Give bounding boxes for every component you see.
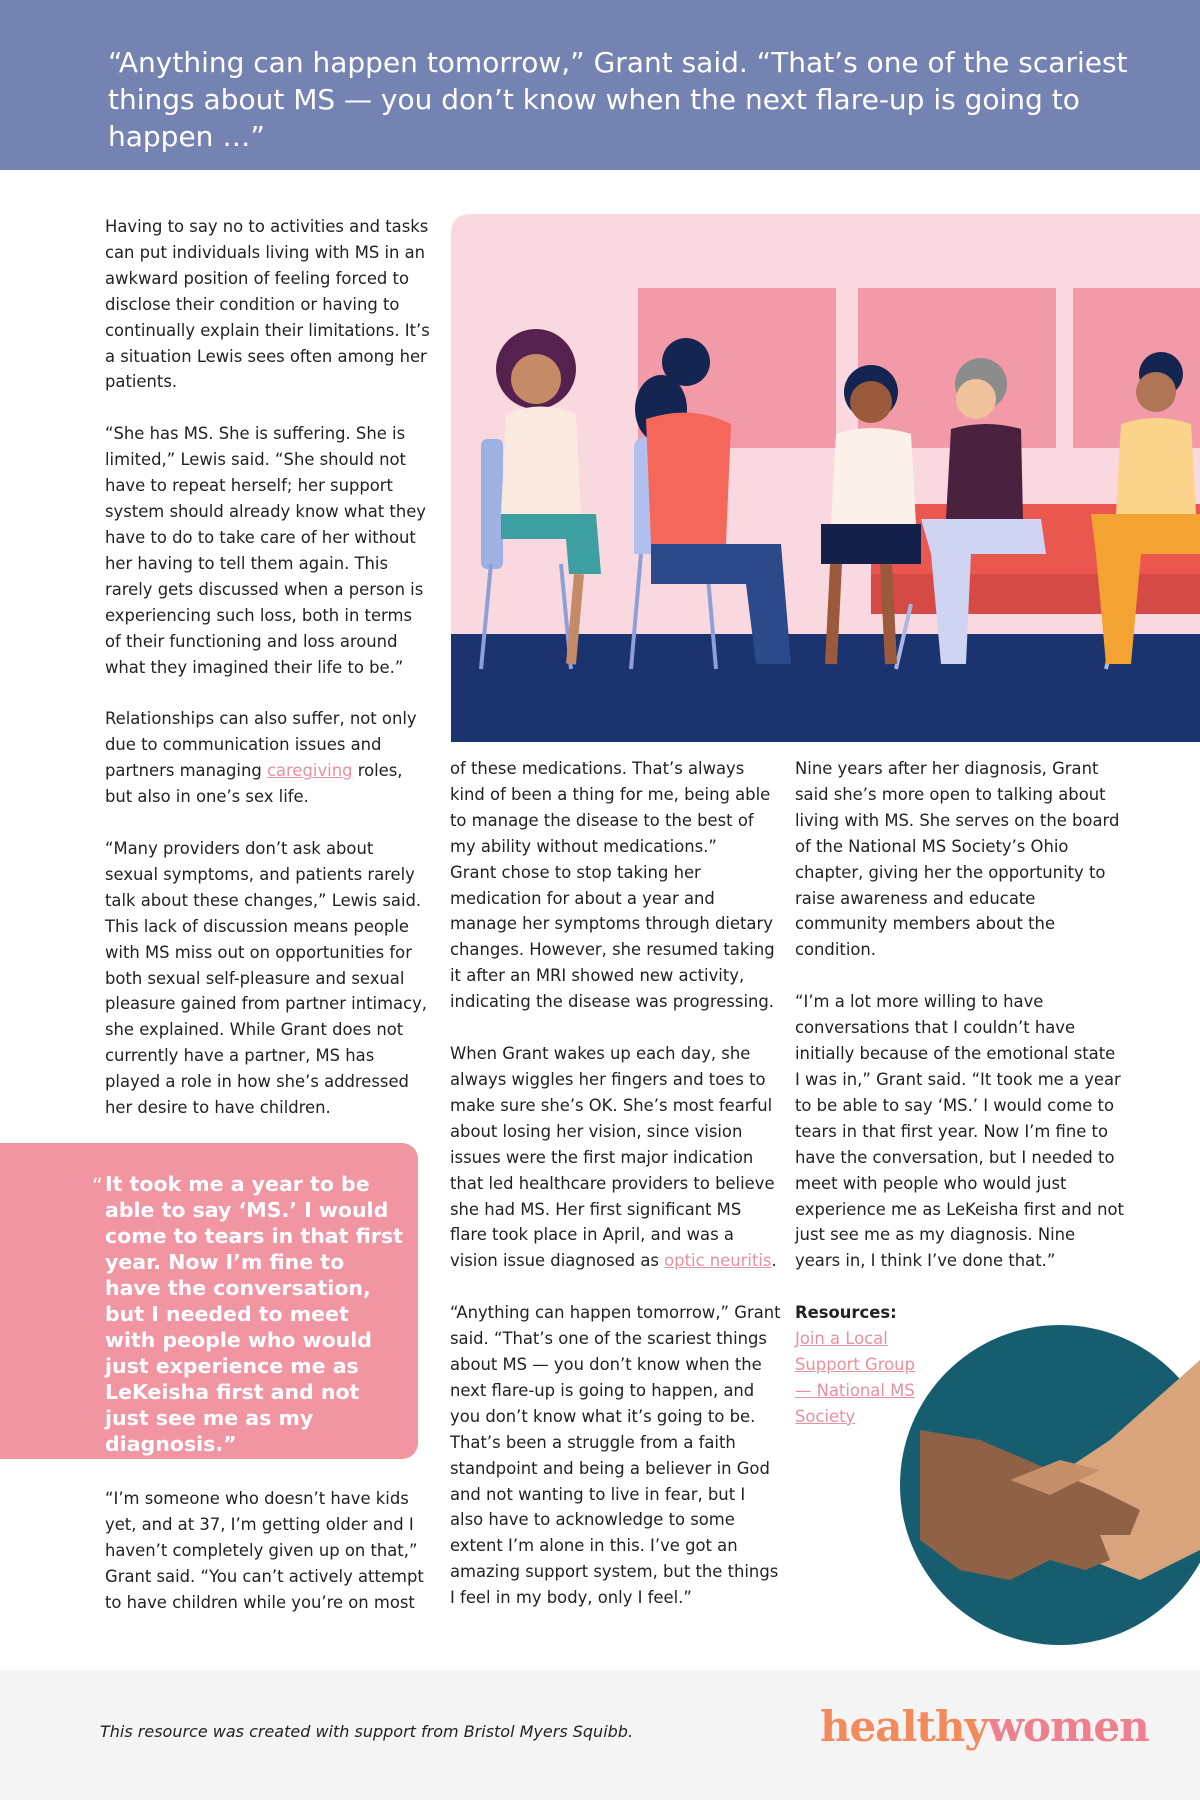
sponsor-note: This resource was created with support from Bristol Myers Squibb.: [100, 1722, 634, 1741]
paragraph: When Grant wakes up each day, she always wiggles her fingers and toes to make sure she’s OK. She’s most fearful about losing her vision, since vision issues were the first major indication that led healthcare providers to believe she had MS. Her first significant MS flare took place in April, and was a vision issue diagnosed as optic neuritis.: [450, 1044, 777, 1271]
quote-mark: “: [92, 1174, 103, 1198]
paragraph: “Anything can happen tomorrow,” Grant said. “That’s one of the scariest things about MS — you don’t know when the next flare-up is going to happen, and you don’t know what it’s going to be. That’s been a struggle from a faith standpoint and being a believer in God and not wanting to live in fear, but I also have to acknowledge to some extent I’m alone in this. I’ve got an amazing support system, but the things I feel in my body, only I feel.”: [450, 1303, 781, 1608]
logo-healthy: healthy: [820, 1702, 988, 1751]
paragraph: of these medications. That’s always kind of been a thing for me, being able to manage the disease to the best of my ability without medications.”: [450, 759, 771, 856]
article-column-1-continued: [105, 1486, 430, 1616]
support-group-link[interactable]: Join a Local Support Group — National MS Society: [795, 1329, 915, 1426]
paragraph: Grant chose to stop taking her medication for about a year and manage her symptoms through dietary changes. However, she resumed taking it after an MRI showed new activity, indicating the disease was progressing.: [450, 862, 775, 1012]
optic-neuritis-link[interactable]: optic neuritis: [664, 1251, 772, 1271]
banner-quote: “Anything can happen tomorrow,” Grant said. “That’s one of the scariest things about MS — you don’t know when the next flare-up is going to happen …”: [108, 46, 1128, 153]
healthywomen-logo[interactable]: [820, 1702, 1149, 1751]
pull-quote-text: It took me a year to be able to say ‘MS.’ I would come to tears in that first year. Now I’m fine to have the conversation, but I needed to meet with people who would just experience me as LeKeisha first and not just see me as my diagnosis.”: [105, 1172, 403, 1456]
paragraph: “She has MS. She is suffering. She is limited,” Lewis said. “She should not have to repeat herself; her support system should already know what they have to do to take care of her without her having to tell them again. This rarely gets discussed when a person is experiencing such loss, both in terms of their functioning and loss around what they imagined their life to be.”: [105, 424, 426, 677]
article-column-2: [450, 756, 782, 1611]
support-group-illustration: [451, 214, 1200, 742]
paragraph: Nine years after her diagnosis, Grant said she’s more open to talking about living with MS. She serves on the board of the National MS Society’s Ohio chapter, giving her the opportunity to raise awareness and educate community members about the condition.: [795, 759, 1120, 960]
paragraph: Relationships can also suffer, not only due to communication issues and partners managing caregiving roles, but also in one’s sex life.: [105, 709, 417, 807]
holding-hands-illustration: [900, 1320, 1200, 1650]
quote-banner: [0, 0, 1200, 170]
resources-label: Resources:: [795, 1303, 897, 1323]
paragraph: “I’m someone who doesn’t have kids yet, and at 37, I’m getting older and I haven’t completely given up on that,” Grant said. “You can’t actively attempt to have children while you’re on most: [105, 1489, 424, 1612]
caregiving-link[interactable]: caregiving: [266, 761, 353, 781]
paragraph: “I’m a lot more willing to have conversations that I couldn’t have initially because of the emotional state I was in,” Grant said. “It took me a year to be able to say ‘MS.’ I would come to tears in that first year. Now I’m fine to have the conversation, but I needed to meet with people who would just experience me as LeKeisha first and not just see me as my diagnosis. Nine years in, I think I’ve done that.”: [795, 992, 1124, 1271]
logo-women: women: [987, 1702, 1149, 1751]
paragraph: “Many providers don’t ask about sexual symptoms, and patients rarely talk about these changes,” Lewis said. This lack of discussion means people with MS miss out on opportunities for both sexual self-pleasure and sexual pleasure gained from partner intimacy, she explained. While Grant does not currently have a partner, MS has played a role in how she’s addressed her desire to have children.: [105, 839, 428, 1118]
paragraph: Having to say no to activities and tasks can put individuals living with MS in an awkward position of feeling forced to disclose their condition or having to continually explain their limitations. It’s a situation Lewis sees often among her patients.: [105, 217, 430, 392]
pull-quote: [0, 1143, 418, 1459]
footer: [0, 1670, 1200, 1800]
article-column-1: [105, 214, 430, 1121]
